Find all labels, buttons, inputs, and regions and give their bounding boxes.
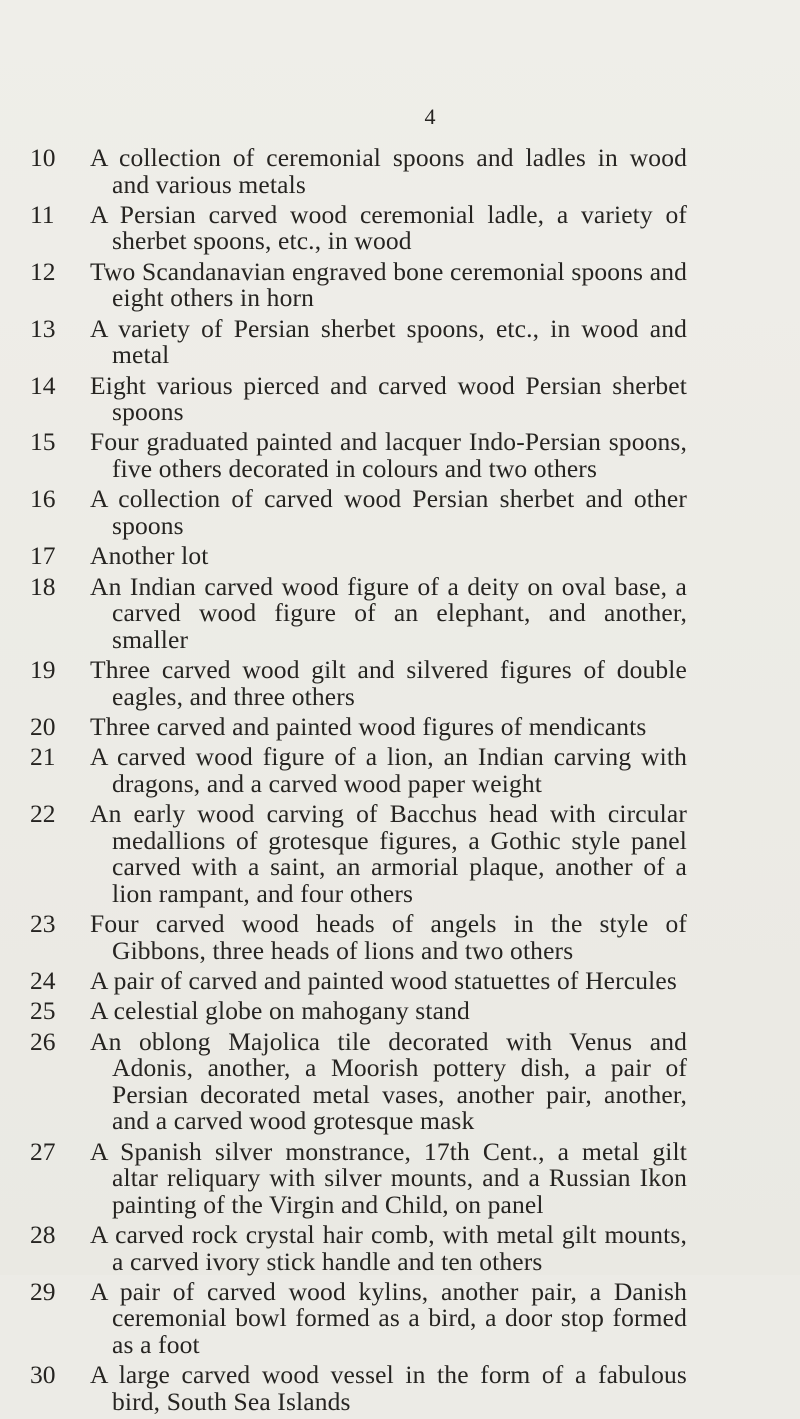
lot-number: 21 <box>30 742 56 772</box>
lot-number: 28 <box>30 1220 56 1250</box>
lot-item <box>30 429 800 482</box>
lot-description: Two Scandanavian engraved bone ceremonial spoons and eight others in horn <box>90 256 687 313</box>
lot-number: 20 <box>30 711 56 741</box>
lot-item <box>30 571 800 654</box>
lot-number: 11 <box>30 199 55 229</box>
lot-number: 26 <box>30 1026 56 1056</box>
lot-number: 19 <box>30 655 56 685</box>
lot-item <box>30 1026 800 1136</box>
lot-description: A Spanish silver monstrance, 17th Cent., a metal gilt altar reliquary with silver mounts, and a Russian Ikon painting of the Virgin and Child, on panel <box>90 1136 687 1219</box>
lot-number: 18 <box>30 571 56 601</box>
lot-item <box>30 911 800 964</box>
lot-item <box>30 711 800 741</box>
lot-description: Eight various pierced and carved wood Persian sherbet spoons <box>90 370 687 427</box>
lot-list <box>30 145 800 1419</box>
lot-description: A collection of carved wood Persian sherbet and other spoons <box>90 484 687 540</box>
lot-number: 16 <box>30 484 56 514</box>
lot-description: A Persian carved wood ceremonial ladle, a variety of sherbet spoons, etc., in wood <box>90 199 687 256</box>
lot-description: An oblong Majolica tile decorated with Venus and Adonis, another, a Moorish pottery dish, a pair of Persian decorated metal vases, another pair, another, and a carved wood grotesque mask <box>90 1026 687 1136</box>
lot-item <box>30 199 800 256</box>
lot-description: An Indian carved wood figure of a deity on oval base, a carved wood figure of an elephant, and another, smaller <box>90 571 687 654</box>
lot-item <box>30 1222 800 1275</box>
lot-item <box>30 1362 800 1415</box>
lot-description: A large carved wood vessel in the form of a fabulous bird, South Sea Islands <box>90 1360 687 1416</box>
lot-description: A pair of carved and painted wood statuettes of Hercules <box>90 965 677 995</box>
lot-number: 12 <box>30 256 56 286</box>
lot-description: A collection of ceremonial spoons and ladles in wood and various metals <box>90 143 687 199</box>
lot-number: 14 <box>30 370 56 400</box>
lot-item <box>30 313 800 370</box>
lot-number: 25 <box>30 996 56 1026</box>
lot-item <box>30 657 800 710</box>
lot-number: 30 <box>30 1360 56 1390</box>
lot-number: 23 <box>30 909 56 939</box>
lot-description: Three carved wood gilt and silvered figures of double eagles, and three others <box>90 655 687 711</box>
lot-number: 27 <box>30 1136 56 1166</box>
lot-number: 17 <box>30 541 56 571</box>
lot-item <box>30 744 800 797</box>
lot-description: Four graduated painted and lacquer Indo-Persian spoons, five others decorated in colours and two others <box>90 427 687 483</box>
lot-number: 10 <box>30 143 56 172</box>
lot-description: Three carved and painted wood figures of mendicants <box>90 711 647 741</box>
lot-item <box>30 1276 800 1359</box>
lot-description: A carved rock crystal hair comb, with metal gilt mounts, a carved ivory stick handle and ten others <box>90 1220 687 1276</box>
lot-number: 29 <box>30 1276 56 1306</box>
lot-item <box>30 486 800 539</box>
lot-item <box>30 145 800 198</box>
lot-number: 13 <box>30 313 56 343</box>
lot-description: A pair of carved wood kylins, another pair, a Danish ceremonial bowl formed as a bird, a door stop formed as a foot <box>90 1276 687 1359</box>
lot-description: A variety of Persian sherbet spoons, etc., in wood and metal <box>90 313 687 370</box>
lot-item <box>30 998 800 1025</box>
lot-item <box>30 543 800 570</box>
lot-description: A celestial globe on mahogany stand <box>90 996 470 1026</box>
lot-description: A carved wood figure of a lion, an Indian carving with dragons, and a carved wood paper weight <box>90 742 687 798</box>
lot-number: 15 <box>30 427 56 457</box>
lot-description: Four carved wood heads of angels in the style of Gibbons, three heads of lions and two others <box>90 909 687 965</box>
lot-number: 24 <box>30 965 56 995</box>
lot-description: An early wood carving of Bacchus head with circular medallions of grotesque figures, a Gothic style panel carved with a saint, an armorial plaque, another of a lion rampant, and four others <box>90 799 687 908</box>
lot-item <box>30 256 800 313</box>
lot-number: 22 <box>30 799 56 829</box>
lot-item <box>30 801 800 907</box>
lot-item <box>30 965 800 995</box>
lot-item <box>30 370 800 427</box>
lot-description: Another lot <box>90 541 209 571</box>
page-number: 4 <box>424 104 436 129</box>
lot-item <box>30 1136 800 1219</box>
